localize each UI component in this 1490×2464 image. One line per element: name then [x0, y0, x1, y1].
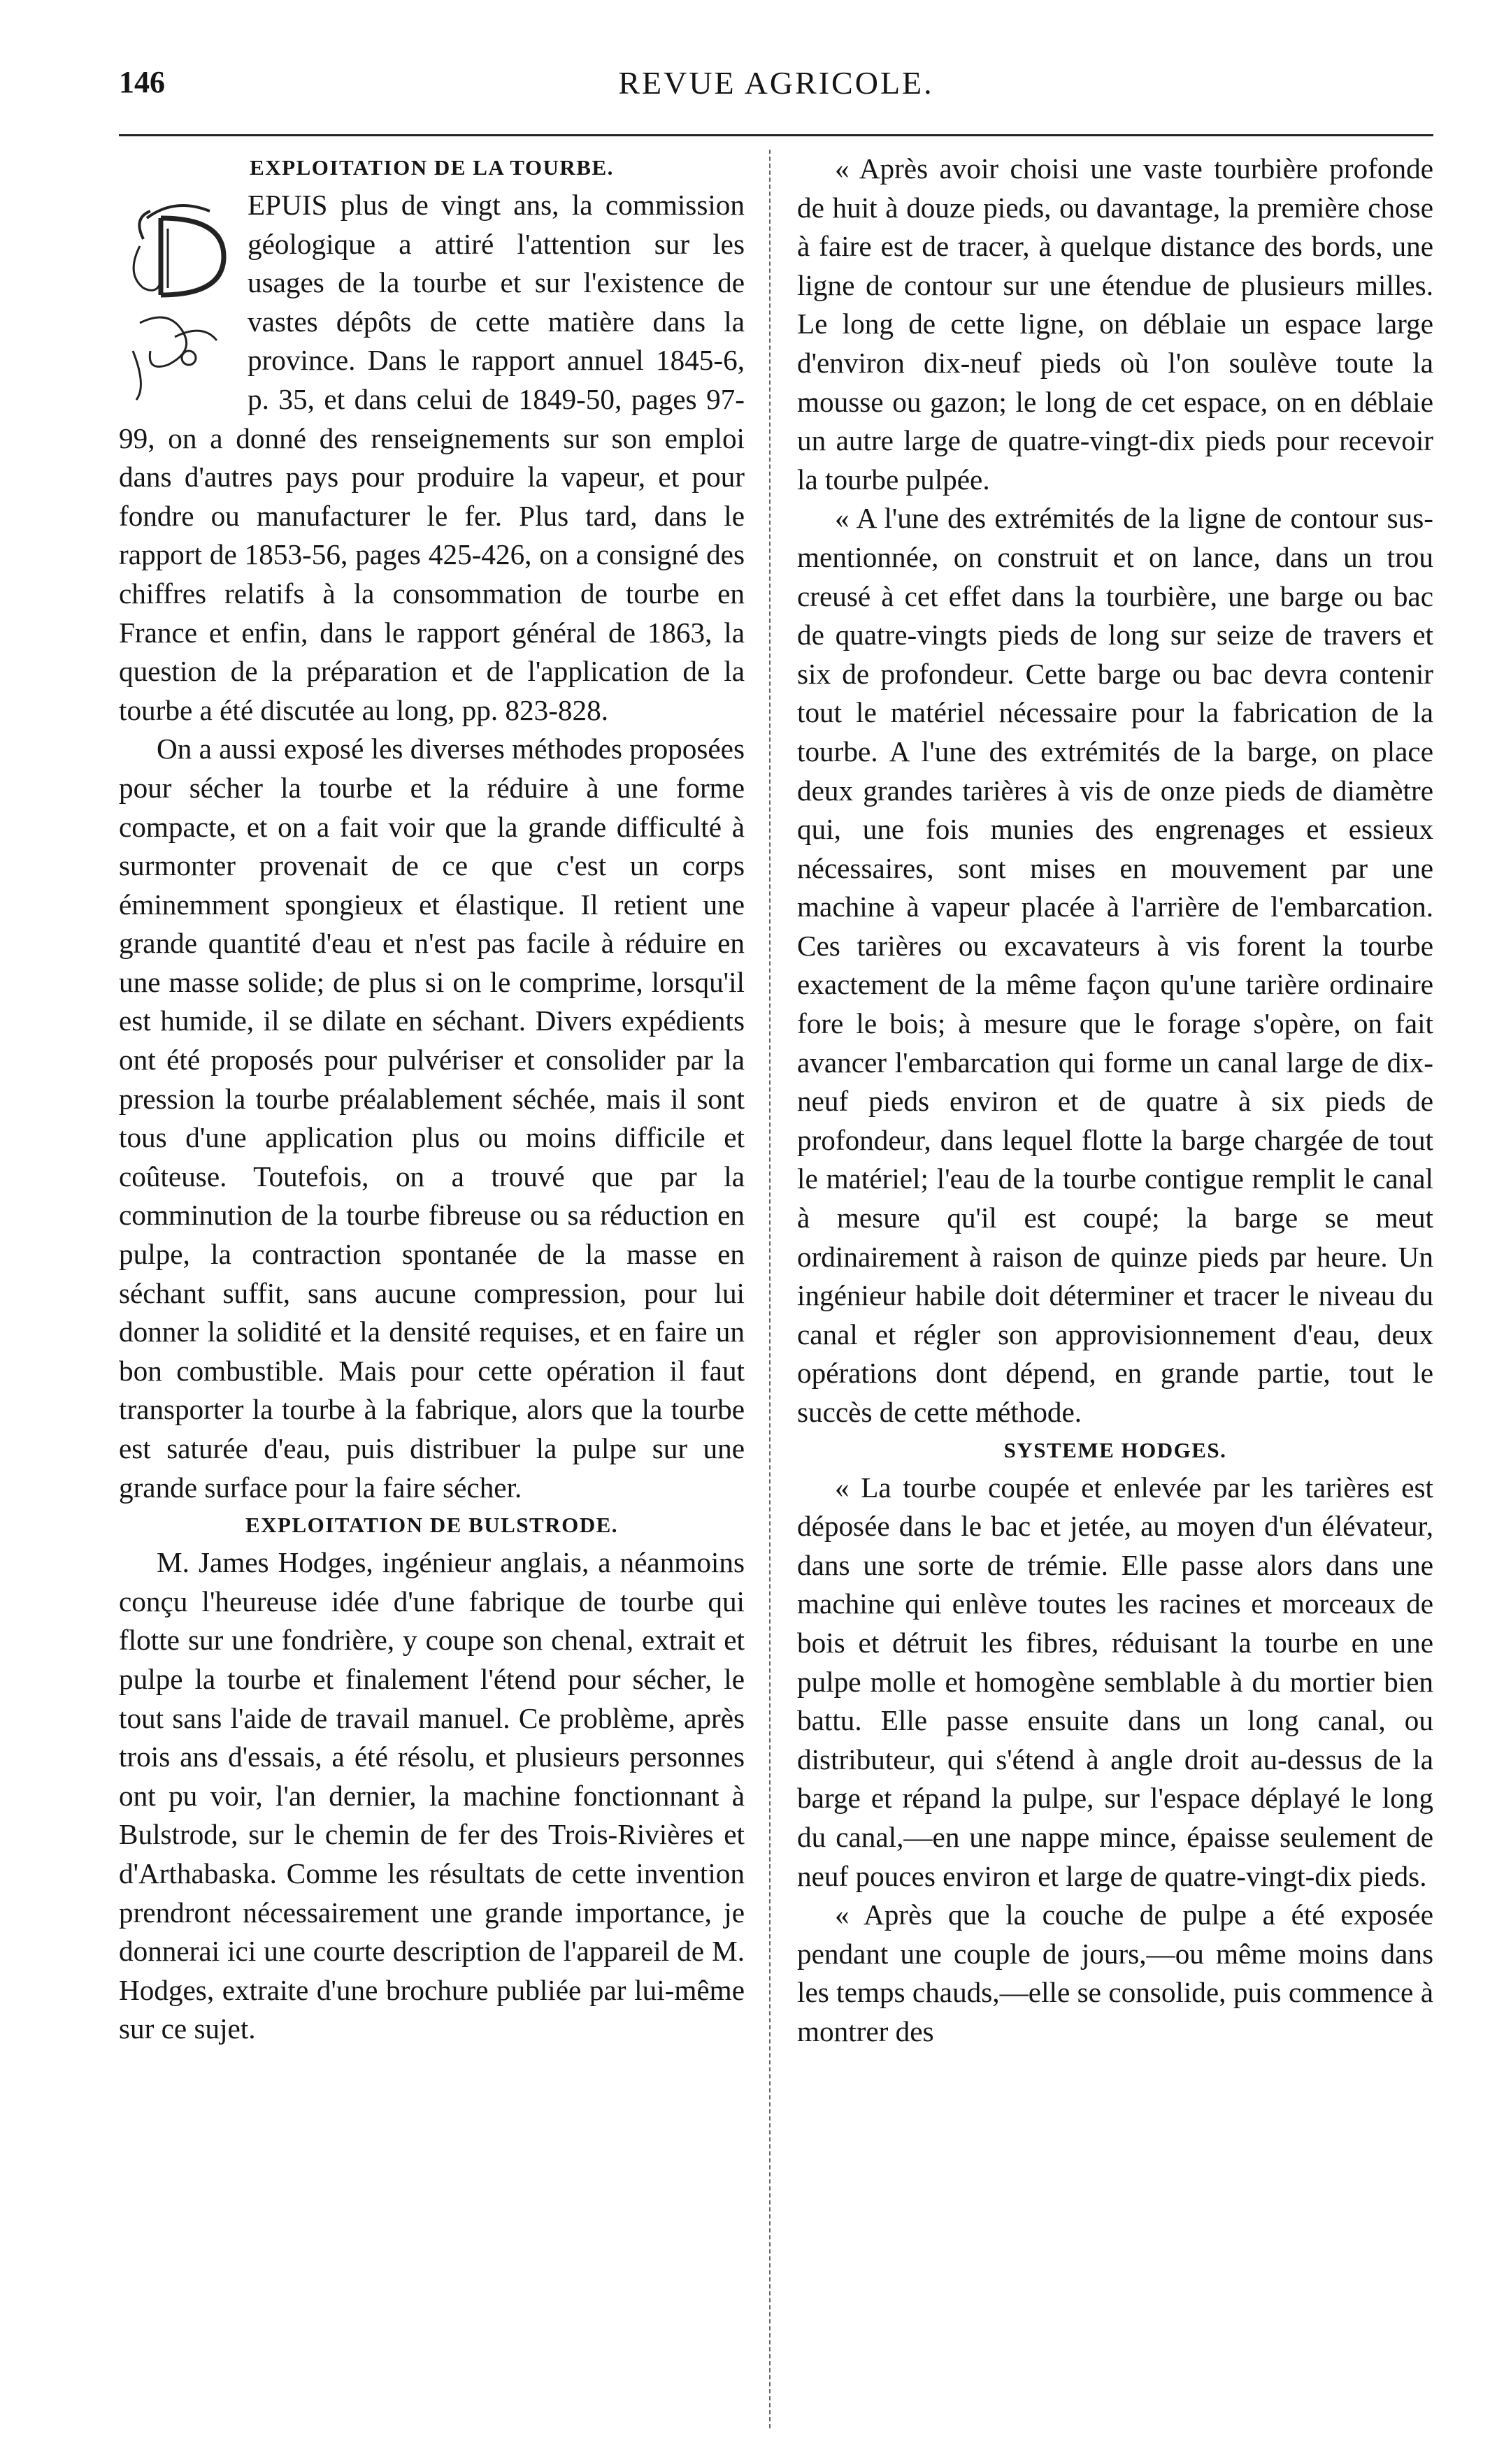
left-column — [119, 150, 745, 2049]
column-divider — [769, 150, 771, 2428]
paragraph-sechage: « Après que la couche de pulpe a été exposée pendant une couple de jours,—ou même moins dans les temps chauds,—elle se consolide, puis commence à montrer des — [797, 1899, 1433, 2047]
paragraph-intro: EPUIS plus de vingt ans, la commission géologique a attiré l'attention sur les usages de la tourbe et sur l'existence de vastes dépôts de cette matière dans la province. Dans le rapport annuel 1845-6, p. 35, et dans celui de 1849-50, pages 97-99, on a donné des renseignements sur son emploi dans d'autres pays pour produire la vapeur, et pour fondre ou manufacturer le fer. Plus tard, dans le rapport de 1853-56, pages 425-426, on a consigné des chiffres relatifs à la consommation de tourbe en France et enfin, dans le rapport général de 1863, la question de la préparation et de l'application de la tourbe a été discutée au long, pp. 823-828. — [119, 189, 745, 726]
page-number: 146 — [119, 65, 165, 99]
section-heading-systeme-hodges: SYSTEME HODGES. — [1003, 1437, 1227, 1462]
paragraph-barge: « A l'une des extrémités de la ligne de contour sus-mentionnée, on construit et on lance, dans un trou creusé à cet effet dans la tourbière, une barge ou bac de quatre-vingts pieds de long sur seize de travers et six de profondeur. Cette barge ou bac devra contenir tout le matériel nécessaire pour la fabrication de la tourbe. A l'une des extrémités de la barge, on place deux grandes tarières à vis de onze pieds de diamètre qui, une fois munies des engrenages et essieux nécessaires, sont mises en mouvement par une machine à vapeur placée à l'arrière de l'embarcation. Ces tarières ou excavateurs à vis forent la tourbe exactement de la même façon qu'une tarière ordinaire fore le bois; à mesure que le forage s'opère, on fait avancer l'embarcation qui forme un canal large de dix-neuf pieds environ et de quatre à six pieds de profondeur, dans lequel flotte la barge chargée de tout le matériel; l'eau de la tourbe contigue remplit le canal à mesure qu'il est coupé; la barge se meut ordinairement à raison de quinze pieds par heure. Un ingénieur habile doit déterminer et tracer le niveau du canal et régler son approvisionnement d'eau, deux opérations dont dépend, en grande partie, tout le succès de cette méthode. — [797, 502, 1433, 1428]
page-header — [119, 64, 1433, 120]
ornamental-drop-cap — [119, 190, 238, 407]
paragraph-tourbiere: « Après avoir choisi une vaste tourbière profonde de huit à douze pieds, ou davantage, la première chose à faire est de tracer, à quelque distance des bords, une ligne de contour sur une étendue de plusieurs milles. Le long de cette ligne, on déblaie un espace large d'environ dix-neuf pieds où l'on soulève toute la mousse ou gazon; le long de cet espace, on en déblaie un autre large de quatre-vingt-dix pieds pour recevoir la tourbe pulpée. — [797, 152, 1433, 496]
section-heading-bulstrode: EXPLOITATION DE BULSTRODE. — [245, 1513, 619, 1538]
running-title: REVUE AGRICOLE. — [618, 65, 934, 101]
section-heading-tourbe: EXPLOITATION DE LA TOURBE. — [250, 155, 614, 180]
header-rule — [119, 134, 1433, 136]
paragraph-hodges: M. James Hodges, ingénieur anglais, a néanmoins conçu l'heureuse idée d'une fabrique de tourbe qui flotte sur une fondrière, y coupe son chenal, extrait et pulpe la tourbe et finalement l'étend pour sécher, le tout sans l'aide de travail manuel. Ce problème, après trois ans d'essais, a été résolu, et plusieurs personnes ont pu voir, l'an dernier, la machine fonctionnant à Bulstrode, sur le chemin de fer des Trois-Rivières et d'Arthabaska. Comme les résultats de cette invention prendront nécessairement une grande importance, je donnerai ici une courte description de l'appareil de M. Hodges, extraite d'une brochure publiée par lui-même sur ce sujet. — [119, 1546, 745, 2045]
paragraph-methods: On a aussi exposé les diverses méthodes proposées pour sécher la tourbe et la réduire à une forme compacte, et on a fait voir que la grande difficulté à surmonter provenait de ce que c'est un corps éminemment spongieux et élastique. Il retient une grande quantité d'eau et n'est pas facile à réduire en une masse solide; de plus si on le comprime, lorsqu'il est humide, il se dilate en séchant. Divers expédients ont été proposés pour pulvériser et consolider par la pression la tourbe préalablement séchée, mais il sont tous d'une application plus ou moins difficile et coûteuse. Toutefois, on a trouvé que par la comminution de la tourbe fibreuse ou sa réduction en pulpe, la contraction spontanée de la masse en séchant suffit, sans aucune compression, pour lui donner la solidité et la densité requises, et en faire un bon combustible. Mais pour cette opération il faut transporter la tourbe à la fabrique, alors que la tourbe est saturée d'eau, puis distribuer la pulpe sur une grande surface pour la faire sécher. — [119, 733, 745, 1504]
right-column — [797, 150, 1433, 2052]
drop-cap-ornament-icon — [119, 190, 238, 407]
paragraph-pulpe: « La tourbe coupée et enlevée par les tarières est déposée dans le bac et jetée, au moyen d'un élévateur, dans une sorte de trémie. Elle passe alors dans une machine qui enlève toutes les racines et morceaux de bois et détruit les fibres, réduisant la tourbe en une pulpe molle et homogène semblable à du mortier bien battu. Elle passe ensuite dans un long canal, ou distributeur, qui s'étend à angle droit au-dessus de la barge et répand la pulpe, sur l'espace déplayé le long du canal,—en une nappe mince, épaisse seulement de neuf pouces environ et large de quatre-vingt-dix pieds. — [797, 1471, 1433, 1892]
